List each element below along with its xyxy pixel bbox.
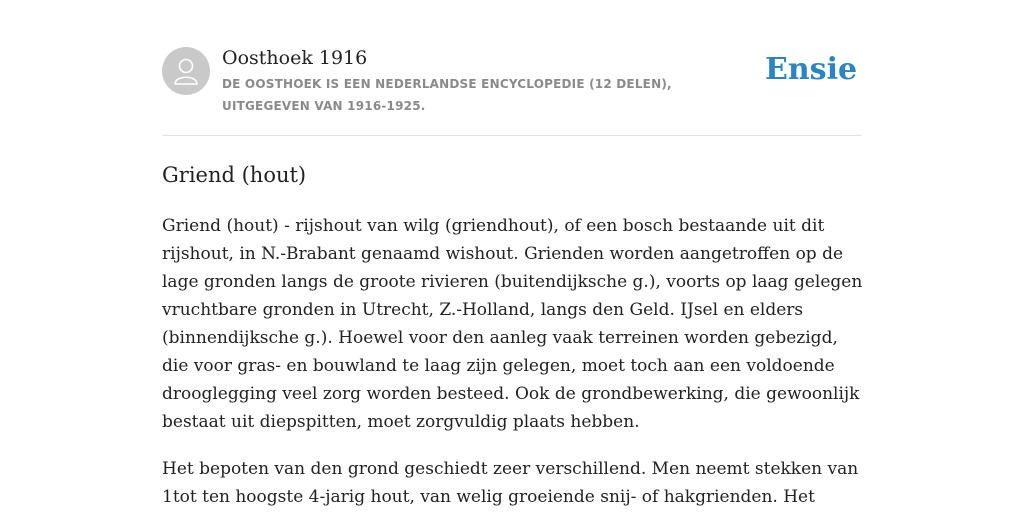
ensie-logo[interactable]: Ensie xyxy=(765,52,858,87)
source-title[interactable]: Oosthoek 1916 xyxy=(222,47,368,69)
source-header xyxy=(162,44,862,134)
entry-title: Griend (hout) xyxy=(162,163,307,187)
entry-body xyxy=(162,212,867,512)
user-avatar-icon xyxy=(172,56,200,86)
header-divider xyxy=(162,135,862,136)
entry-paragraph: Griend (hout) - rijshout van wilg (griendhout), of een bosch bestaande uit dit rijshout, in N.-Brabant genaamd wishout. Grienden worden aangetroffen op de lage gronden langs de groote rivieren (buitendijksche g.), voorts op laag gelegen vruchtbare gronden in Utrecht, Z.-Holland, langs den Geld. IJsel en elders (binnendijksche g.). Hoewel voor den aanleg vaak terreinen worden gebezigd, die voor gras- en bouwland te laag zijn gelegen, moet toch aan een voldoende drooglegging veel zorg worden besteed. Ook de grondbewerking, die gewoonlijk bestaat uit diepspitten, moet zorgvuldig plaats hebben. xyxy=(162,216,863,432)
source-avatar[interactable] xyxy=(162,47,210,95)
source-description: DE OOSTHOEK IS EEN NEDERLANDSE ENCYCLOPEDIE (12 DELEN), UITGEGEVEN VAN 1916-1925. xyxy=(222,77,672,113)
entry-paragraph: Het bepoten van den grond geschiedt zeer verschillend. Men neemt stekken van 1tot ten hoogste 4-jarig hout, van welig groeiende snij- of hakgrienden. Het xyxy=(162,459,859,507)
